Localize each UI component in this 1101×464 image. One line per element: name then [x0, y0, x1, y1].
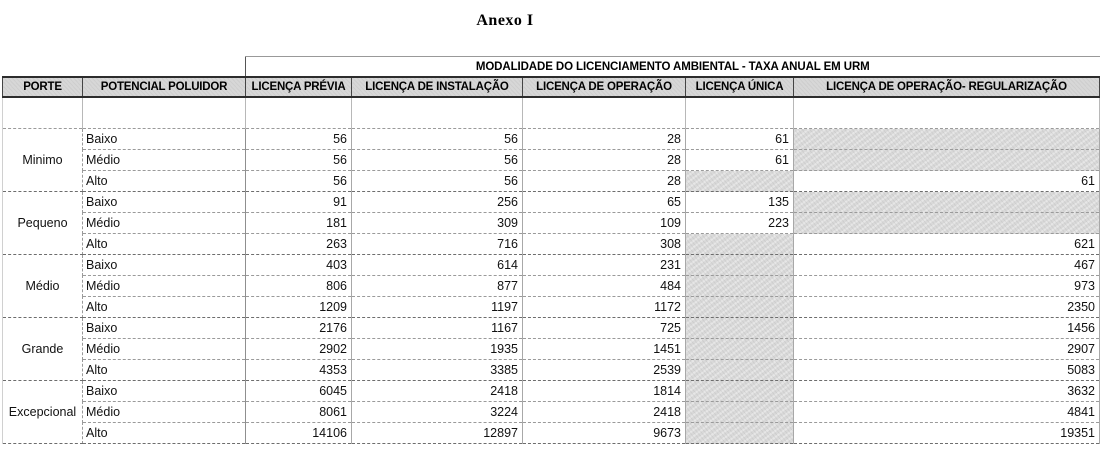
table-row — [3, 339, 1100, 360]
table-row — [3, 129, 1100, 150]
value-cell: 2902 — [246, 339, 352, 360]
porte-group-label: Excepcional — [3, 381, 83, 444]
potencial-poluidor-label: Alto — [83, 171, 246, 192]
value-cell: 877 — [352, 276, 523, 297]
column-header-licenca-unica: LICENÇA ÚNICA — [686, 77, 794, 97]
value-cell-shaded — [686, 360, 794, 381]
value-cell: 2176 — [246, 318, 352, 339]
porte-group-label: Pequeno — [3, 192, 83, 255]
value-cell: 3632 — [794, 381, 1100, 402]
value-cell-shaded — [686, 318, 794, 339]
value-cell-shaded — [794, 192, 1100, 213]
value-cell: 2418 — [523, 402, 686, 423]
table-row — [3, 171, 1100, 192]
potencial-poluidor-label: Alto — [83, 234, 246, 255]
value-cell: 2418 — [352, 381, 523, 402]
value-cell: 231 — [523, 255, 686, 276]
value-cell-shaded — [686, 234, 794, 255]
potencial-poluidor-label: Médio — [83, 150, 246, 171]
value-cell-shaded — [794, 150, 1100, 171]
value-cell: 725 — [523, 318, 686, 339]
value-cell: 4841 — [794, 402, 1100, 423]
value-cell: 14106 — [246, 423, 352, 444]
table-row — [3, 276, 1100, 297]
value-cell: 716 — [352, 234, 523, 255]
value-cell: 263 — [246, 234, 352, 255]
value-cell: 806 — [246, 276, 352, 297]
value-cell: 308 — [523, 234, 686, 255]
value-cell-shaded — [794, 213, 1100, 234]
spacer-row — [3, 97, 1100, 129]
table-body — [3, 129, 1100, 444]
column-header-row — [3, 77, 1100, 97]
modalidade-header-row — [3, 57, 1100, 78]
value-cell: 56 — [352, 150, 523, 171]
column-header-licenca-previa: LICENÇA PRÉVIA — [246, 77, 352, 97]
porte-group-label: Médio — [3, 255, 83, 318]
value-cell-shaded — [686, 171, 794, 192]
potencial-poluidor-label: Alto — [83, 423, 246, 444]
potencial-poluidor-label: Baixo — [83, 255, 246, 276]
value-cell-shaded — [686, 423, 794, 444]
value-cell: 256 — [352, 192, 523, 213]
value-cell-shaded — [686, 255, 794, 276]
value-cell: 2539 — [523, 360, 686, 381]
table-row — [3, 297, 1100, 318]
value-cell-shaded — [686, 381, 794, 402]
value-cell: 1167 — [352, 318, 523, 339]
value-cell: 403 — [246, 255, 352, 276]
licensing-fee-table — [2, 56, 1100, 444]
value-cell-shaded — [686, 297, 794, 318]
value-cell: 1814 — [523, 381, 686, 402]
value-cell: 1451 — [523, 339, 686, 360]
table-row — [3, 234, 1100, 255]
value-cell-shaded — [686, 276, 794, 297]
modalidade-blank-cell — [3, 57, 246, 78]
potencial-poluidor-label: Alto — [83, 360, 246, 381]
value-cell: 56 — [246, 129, 352, 150]
value-cell-shaded — [686, 402, 794, 423]
value-cell: 484 — [523, 276, 686, 297]
table-row — [3, 381, 1100, 402]
potencial-poluidor-label: Alto — [83, 297, 246, 318]
value-cell: 135 — [686, 192, 794, 213]
value-cell: 1209 — [246, 297, 352, 318]
value-cell: 1172 — [523, 297, 686, 318]
potencial-poluidor-label: Baixo — [83, 192, 246, 213]
value-cell: 973 — [794, 276, 1100, 297]
page-title: Anexo I — [476, 12, 534, 29]
potencial-poluidor-label: Médio — [83, 402, 246, 423]
value-cell: 56 — [352, 129, 523, 150]
value-cell: 61 — [794, 171, 1100, 192]
table-row — [3, 213, 1100, 234]
column-header-porte: PORTE — [3, 77, 83, 97]
modalidade-span-header: MODALIDADE DO LICENCIAMENTO AMBIENTAL - TAXA ANUAL EM URM — [246, 57, 1100, 78]
value-cell: 28 — [523, 150, 686, 171]
value-cell: 621 — [794, 234, 1100, 255]
value-cell: 181 — [246, 213, 352, 234]
value-cell: 61 — [686, 129, 794, 150]
table-row — [3, 192, 1100, 213]
value-cell: 28 — [523, 171, 686, 192]
value-cell: 223 — [686, 213, 794, 234]
value-cell: 3385 — [352, 360, 523, 381]
column-header-potencial-poluidor: POTENCIAL POLUIDOR — [83, 77, 246, 97]
column-header-licenca-operacao-regularizacao: LICENÇA DE OPERAÇÃO- REGULARIZAÇÃO — [794, 77, 1100, 97]
value-cell: 1456 — [794, 318, 1100, 339]
table-row — [3, 255, 1100, 276]
table-row — [3, 423, 1100, 444]
value-cell: 9673 — [523, 423, 686, 444]
value-cell: 1935 — [352, 339, 523, 360]
potencial-poluidor-label: Baixo — [83, 381, 246, 402]
porte-group-label: Grande — [3, 318, 83, 381]
value-cell: 19351 — [794, 423, 1100, 444]
table-row — [3, 360, 1100, 381]
value-cell: 1197 — [352, 297, 523, 318]
value-cell: 6045 — [246, 381, 352, 402]
value-cell: 91 — [246, 192, 352, 213]
table-row — [3, 318, 1100, 339]
value-cell: 5083 — [794, 360, 1100, 381]
value-cell: 309 — [352, 213, 523, 234]
value-cell: 4353 — [246, 360, 352, 381]
table-row — [3, 150, 1100, 171]
column-header-licenca-instalacao: LICENÇA DE INSTALAÇÃO — [352, 77, 523, 97]
value-cell: 65 — [523, 192, 686, 213]
value-cell: 3224 — [352, 402, 523, 423]
table-row — [3, 402, 1100, 423]
value-cell-shaded — [794, 129, 1100, 150]
potencial-poluidor-label: Médio — [83, 213, 246, 234]
column-header-licenca-operacao: LICENÇA DE OPERAÇÃO — [523, 77, 686, 97]
value-cell: 56 — [246, 171, 352, 192]
potencial-poluidor-label: Baixo — [83, 129, 246, 150]
porte-group-label: Minimo — [3, 129, 83, 192]
value-cell: 56 — [246, 150, 352, 171]
value-cell: 12897 — [352, 423, 523, 444]
potencial-poluidor-label: Médio — [83, 339, 246, 360]
value-cell: 2350 — [794, 297, 1100, 318]
value-cell: 61 — [686, 150, 794, 171]
potencial-poluidor-label: Médio — [83, 276, 246, 297]
value-cell: 8061 — [246, 402, 352, 423]
value-cell: 109 — [523, 213, 686, 234]
value-cell: 56 — [352, 171, 523, 192]
value-cell: 614 — [352, 255, 523, 276]
potencial-poluidor-label: Baixo — [83, 318, 246, 339]
value-cell: 2907 — [794, 339, 1100, 360]
value-cell: 28 — [523, 129, 686, 150]
value-cell-shaded — [686, 339, 794, 360]
value-cell: 467 — [794, 255, 1100, 276]
